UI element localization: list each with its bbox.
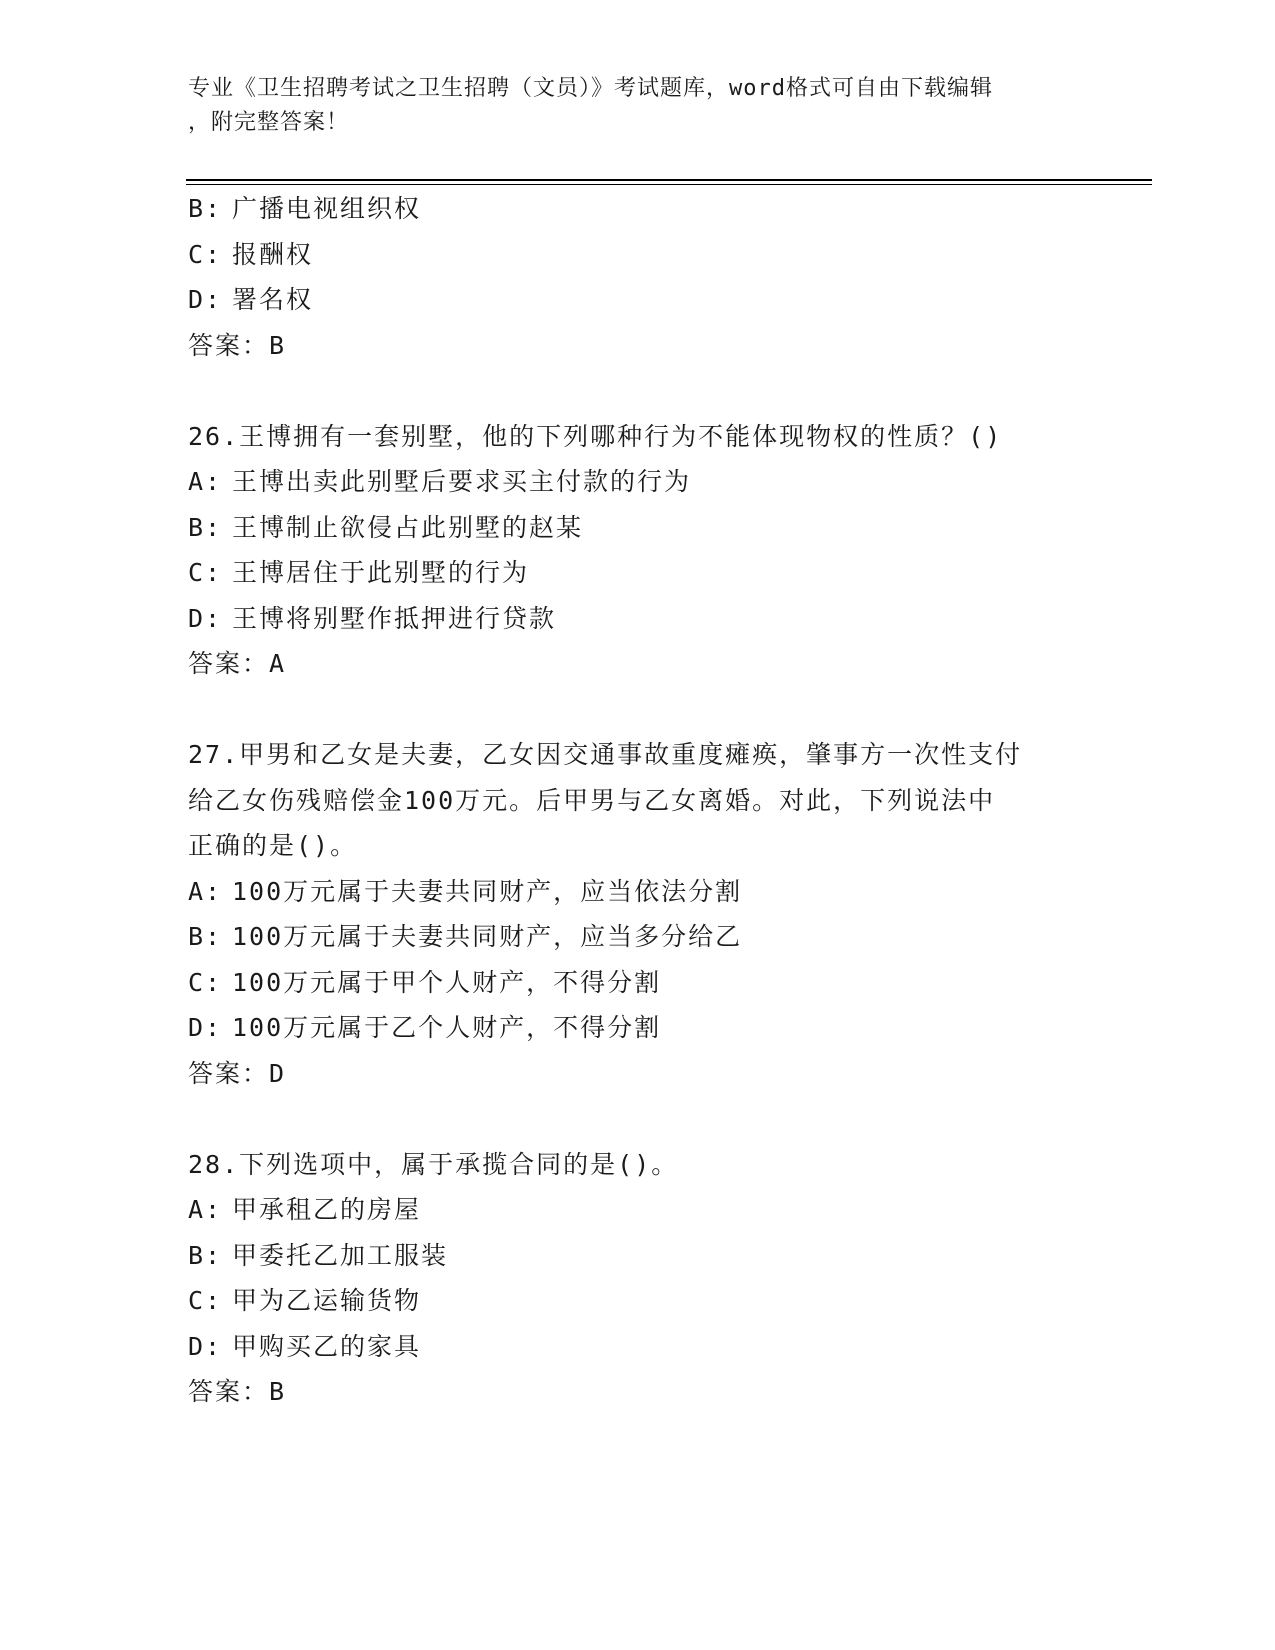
- question-stem: 26.王博拥有一套别墅，他的下列哪种行为不能体现物权的性质？(): [188, 421, 1003, 451]
- header-divider-thick: [186, 179, 1152, 181]
- document-header: [188, 72, 1068, 140]
- option-b: B: 100万元属于夫妻共同财产，应当多分给乙: [188, 922, 743, 951]
- answer-line: 答案：B: [188, 330, 287, 360]
- option-c: C: 甲为乙运输货物: [188, 1286, 422, 1315]
- option-c: C: 王博居住于此别墅的行为: [188, 558, 530, 587]
- option-b: B: 甲委托乙加工服装: [188, 1240, 449, 1270]
- option-d: D: 100万元属于乙个人财产，不得分割: [188, 1013, 662, 1042]
- answer-value: D: [269, 1058, 287, 1088]
- option-a: A: 100万元属于夫妻共同财产，应当依法分割: [188, 876, 743, 906]
- option-b: B: 王博制止欲侵占此别墅的赵某: [188, 512, 584, 542]
- question-block-28: [188, 1142, 1088, 1415]
- answer-line: 答案：D: [188, 1058, 287, 1088]
- question-block-27: [188, 732, 1088, 1096]
- option-a: A: 甲承租乙的房屋: [188, 1195, 422, 1224]
- question-stem: 28.下列选项中，属于承揽合同的是()。: [188, 1149, 679, 1179]
- header-title-line: 专业《卫生招聘考试之卫生招聘（文员）》考试题库，word格式可自由下载编辑: [188, 76, 993, 101]
- answer-line: 答案：B: [188, 1377, 287, 1406]
- option-b: B: 广播电视组织权: [188, 194, 422, 223]
- answer-value: A: [269, 649, 287, 678]
- header-divider-thin: [186, 184, 1152, 185]
- answer-line: 答案：A: [188, 649, 287, 678]
- option-c: C: 报酬权: [188, 239, 314, 269]
- question-stem-line-2: 给乙女伤残赔偿金100万元。后甲男与乙女离婚。对此，下列说法中: [188, 785, 996, 815]
- option-d: D: 甲购买乙的家具: [188, 1331, 422, 1361]
- option-c: C: 100万元属于甲个人财产，不得分割: [188, 967, 662, 997]
- answer-value: B: [269, 330, 287, 360]
- question-block-26: [188, 414, 1088, 687]
- question-stem-line-3: 正确的是()。: [188, 831, 358, 860]
- question-block-prev: [188, 186, 1088, 368]
- option-a: A: 王博出卖此别墅后要求买主付款的行为: [188, 467, 692, 496]
- header-title-continuation: ，附完整答案！: [188, 110, 350, 135]
- option-d: D: 王博将别墅作抵押进行贷款: [188, 603, 557, 633]
- question-stem-line-1: 27.甲男和乙女是夫妻，乙女因交通事故重度瘫痪，肇事方一次性支付: [188, 740, 1023, 769]
- option-d: D: 署名权: [188, 285, 314, 314]
- question-list: [188, 186, 1088, 1415]
- answer-value: B: [269, 1377, 287, 1406]
